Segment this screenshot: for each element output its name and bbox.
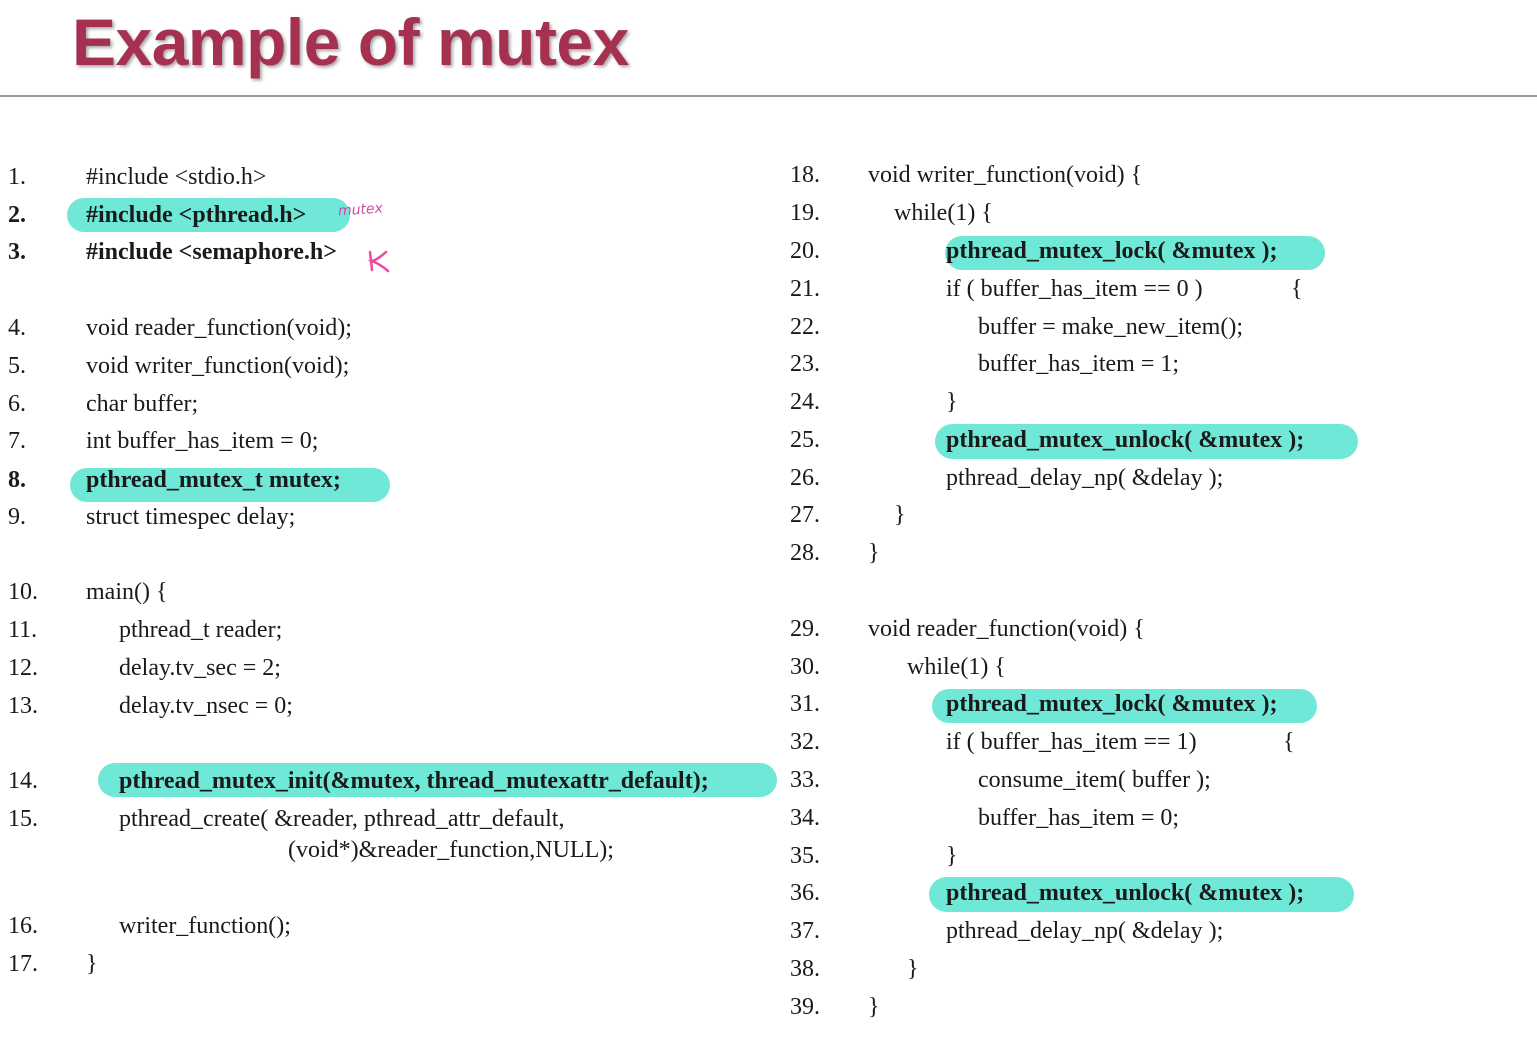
line-number: 31. <box>790 691 820 717</box>
code-text: pthread_mutex_lock( &mutex ); <box>946 691 1278 717</box>
line-number: 21. <box>790 276 820 302</box>
line-number: 24. <box>790 389 820 415</box>
code-text: main() { <box>86 579 168 605</box>
code-text: delay.tv_sec = 2; <box>119 655 281 681</box>
line-number: 35. <box>790 843 820 869</box>
line-number: 17. <box>8 951 38 977</box>
code-text: } <box>946 389 958 415</box>
code-text: } <box>946 843 958 869</box>
line-number: 9. <box>8 504 26 530</box>
code-text: if ( buffer_has_item == 1) <box>946 729 1197 755</box>
line-number: 14. <box>8 768 38 794</box>
line-number: 16. <box>8 913 38 939</box>
line-number: 22. <box>790 314 820 340</box>
line-number: 10. <box>8 579 38 605</box>
code-text: delay.tv_nsec = 0; <box>119 693 293 719</box>
line-number: 38. <box>790 956 820 982</box>
line-number: 5. <box>8 353 26 379</box>
code-text: } <box>868 540 880 566</box>
code-text: buffer_has_item = 0; <box>978 805 1180 831</box>
line-number: 19. <box>790 200 820 226</box>
handwritten-mutex-note: mutex <box>337 200 384 220</box>
line-number: 8. <box>8 467 26 493</box>
code-text: while(1) { <box>894 200 993 226</box>
line-number: 7. <box>8 428 26 454</box>
code-text: void writer_function(void) { <box>868 162 1143 188</box>
line-number: 18. <box>790 162 820 188</box>
line-number: 27. <box>790 502 820 528</box>
line-number: 39. <box>790 994 820 1020</box>
code-text: writer_function(); <box>119 913 291 939</box>
line-number: 29. <box>790 616 820 642</box>
code-text: if ( buffer_has_item == 0 ) <box>946 276 1203 302</box>
line-number: 1. <box>8 164 26 190</box>
code-text: pthread_mutex_lock( &mutex ); <box>946 238 1278 264</box>
code-text: (void*)&reader_function,NULL); <box>288 837 614 863</box>
title-divider <box>0 95 1537 97</box>
open-brace: { <box>1283 729 1295 755</box>
line-number: 6. <box>8 391 26 417</box>
line-number: 13. <box>8 693 38 719</box>
slide-title: Example of mutex <box>72 5 629 79</box>
line-number: 15. <box>8 806 38 832</box>
handwritten-x-mark <box>366 248 392 274</box>
line-number: 36. <box>790 880 820 906</box>
line-number: 4. <box>8 315 26 341</box>
code-text: pthread_delay_np( &delay ); <box>946 918 1224 944</box>
code-text: pthread_create( &reader, pthread_attr_default, <box>119 806 565 832</box>
code-text: pthread_t reader; <box>119 617 283 643</box>
code-text: void reader_function(void) { <box>868 616 1145 642</box>
code-text: struct timespec delay; <box>86 504 296 530</box>
code-text: pthread_mutex_unlock( &mutex ); <box>946 880 1305 906</box>
code-text: #include <semaphore.h> <box>86 239 337 265</box>
line-number: 37. <box>790 918 820 944</box>
line-number: 12. <box>8 655 38 681</box>
code-text: pthread_mutex_t mutex; <box>86 467 341 493</box>
code-text: pthread_delay_np( &delay ); <box>946 465 1224 491</box>
code-text: pthread_mutex_unlock( &mutex ); <box>946 427 1305 453</box>
line-number: 23. <box>790 351 820 377</box>
code-text: int buffer_has_item = 0; <box>86 428 319 454</box>
code-text: char buffer; <box>86 391 199 417</box>
line-number: 3. <box>8 239 26 265</box>
code-text: while(1) { <box>907 654 1006 680</box>
code-text: buffer_has_item = 1; <box>978 351 1180 377</box>
line-number: 30. <box>790 654 820 680</box>
code-text: } <box>868 994 880 1020</box>
line-number: 11. <box>8 617 38 643</box>
code-text: void reader_function(void); <box>86 315 352 341</box>
line-number: 25. <box>790 427 820 453</box>
line-number: 20. <box>790 238 820 264</box>
code-text: #include <pthread.h> <box>86 202 307 228</box>
open-brace: { <box>1291 276 1303 302</box>
code-text: } <box>894 502 906 528</box>
line-number: 32. <box>790 729 820 755</box>
line-number: 2. <box>8 202 26 228</box>
line-number: 34. <box>790 805 820 831</box>
line-number: 28. <box>790 540 820 566</box>
code-text: #include <stdio.h> <box>86 164 267 190</box>
code-text: buffer = make_new_item(); <box>978 314 1243 340</box>
line-number: 33. <box>790 767 820 793</box>
code-text: void writer_function(void); <box>86 353 350 379</box>
code-text: } <box>86 951 98 977</box>
code-text: } <box>907 956 919 982</box>
code-text: pthread_mutex_init(&mutex, thread_mutexattr_default); <box>119 768 709 794</box>
line-number: 26. <box>790 465 820 491</box>
code-text: consume_item( buffer ); <box>978 767 1211 793</box>
